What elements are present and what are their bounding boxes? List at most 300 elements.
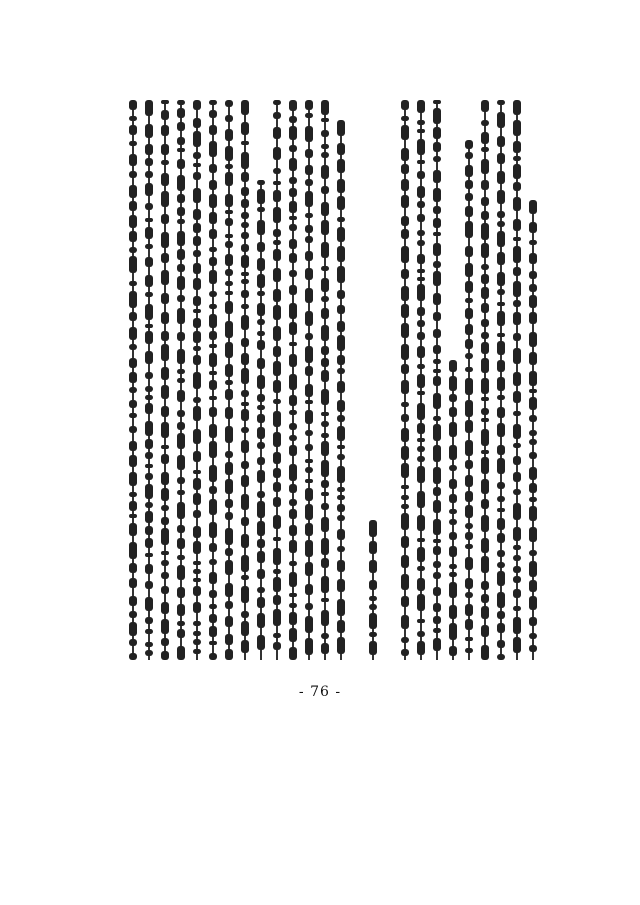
word-mark bbox=[177, 490, 185, 495]
word-mark bbox=[129, 312, 137, 321]
word-mark bbox=[129, 622, 137, 636]
word-mark bbox=[209, 110, 217, 118]
word-mark bbox=[417, 120, 425, 125]
word-mark bbox=[417, 641, 425, 655]
word-mark bbox=[145, 526, 153, 535]
word-mark bbox=[177, 308, 185, 324]
word-mark bbox=[497, 640, 505, 648]
word-mark bbox=[321, 202, 329, 216]
word-mark bbox=[193, 470, 201, 474]
word-mark bbox=[273, 326, 281, 341]
word-mark bbox=[449, 532, 457, 540]
word-mark bbox=[177, 332, 185, 341]
word-mark bbox=[433, 539, 441, 543]
word-mark bbox=[241, 621, 249, 636]
word-mark bbox=[305, 444, 313, 451]
word-mark bbox=[465, 152, 473, 159]
word-mark bbox=[497, 611, 505, 619]
word-mark bbox=[401, 380, 409, 394]
word-mark bbox=[273, 181, 281, 185]
word-mark bbox=[305, 488, 313, 501]
word-mark bbox=[257, 613, 265, 628]
word-mark bbox=[273, 249, 281, 261]
word-mark bbox=[225, 451, 233, 458]
word-mark bbox=[497, 518, 505, 530]
word-mark bbox=[449, 646, 457, 656]
word-mark bbox=[193, 649, 201, 654]
word-mark bbox=[289, 116, 297, 123]
word-mark bbox=[289, 216, 297, 220]
word-mark bbox=[289, 354, 297, 367]
word-mark bbox=[241, 640, 249, 653]
word-mark bbox=[337, 305, 345, 314]
word-mark bbox=[417, 491, 425, 508]
page-number: - 76 - bbox=[298, 684, 342, 700]
word-mark bbox=[177, 349, 185, 364]
word-mark bbox=[241, 290, 249, 298]
word-mark bbox=[177, 422, 185, 430]
word-mark bbox=[337, 560, 345, 572]
word-mark bbox=[161, 270, 169, 285]
word-mark bbox=[433, 424, 441, 441]
word-mark bbox=[161, 100, 169, 104]
word-mark bbox=[257, 303, 265, 316]
word-mark bbox=[177, 295, 185, 302]
word-mark bbox=[529, 397, 537, 410]
word-mark bbox=[481, 197, 489, 206]
word-mark bbox=[305, 479, 313, 483]
word-mark bbox=[129, 201, 137, 211]
word-mark bbox=[289, 395, 297, 406]
word-mark bbox=[209, 614, 217, 623]
word-mark bbox=[129, 413, 137, 418]
word-mark bbox=[305, 584, 313, 595]
word-mark bbox=[433, 572, 441, 579]
word-mark bbox=[209, 604, 217, 609]
word-mark bbox=[209, 499, 217, 515]
word-mark bbox=[177, 455, 185, 470]
word-mark bbox=[305, 213, 313, 218]
word-mark bbox=[225, 601, 233, 609]
word-mark bbox=[401, 402, 409, 407]
word-mark bbox=[241, 315, 249, 330]
word-mark bbox=[289, 435, 297, 441]
word-mark bbox=[321, 480, 329, 488]
word-mark bbox=[257, 220, 265, 235]
word-mark bbox=[497, 562, 505, 568]
word-mark bbox=[289, 342, 297, 346]
word-mark bbox=[129, 281, 137, 286]
word-mark bbox=[401, 555, 409, 568]
word-mark bbox=[401, 116, 409, 121]
word-mark bbox=[449, 494, 457, 503]
word-mark bbox=[225, 389, 233, 400]
word-mark bbox=[401, 495, 409, 500]
word-mark bbox=[145, 502, 153, 508]
word-mark bbox=[225, 218, 233, 226]
word-mark bbox=[273, 642, 281, 650]
word-mark bbox=[257, 597, 265, 608]
word-mark bbox=[289, 509, 297, 519]
word-mark bbox=[177, 148, 185, 152]
word-mark bbox=[145, 171, 153, 178]
text-column bbox=[144, 100, 154, 660]
word-mark bbox=[145, 324, 153, 328]
word-mark bbox=[513, 566, 521, 573]
word-mark bbox=[193, 355, 201, 365]
text-column bbox=[224, 100, 234, 660]
word-mark bbox=[497, 302, 505, 306]
word-mark bbox=[161, 344, 169, 361]
word-mark bbox=[513, 589, 521, 598]
word-mark bbox=[129, 231, 137, 242]
word-mark bbox=[433, 616, 441, 624]
word-mark bbox=[209, 371, 217, 375]
word-mark bbox=[209, 572, 217, 584]
word-mark bbox=[273, 569, 281, 574]
word-mark bbox=[193, 131, 201, 147]
word-mark bbox=[321, 100, 329, 115]
word-mark bbox=[337, 159, 345, 173]
word-mark bbox=[241, 402, 249, 406]
word-mark bbox=[193, 621, 201, 626]
word-mark bbox=[289, 126, 297, 140]
word-mark bbox=[129, 611, 137, 618]
word-mark bbox=[241, 368, 249, 384]
text-column bbox=[240, 100, 250, 660]
word-mark bbox=[529, 596, 537, 610]
word-mark bbox=[417, 284, 425, 301]
word-mark bbox=[177, 369, 185, 374]
word-mark bbox=[417, 594, 425, 611]
word-mark bbox=[337, 415, 345, 422]
word-mark bbox=[497, 171, 505, 184]
word-mark bbox=[513, 197, 521, 211]
word-mark bbox=[513, 424, 521, 439]
word-mark bbox=[497, 445, 505, 455]
word-mark bbox=[193, 561, 201, 565]
word-mark bbox=[481, 274, 489, 284]
word-mark bbox=[305, 459, 313, 463]
word-mark bbox=[417, 254, 425, 264]
word-mark bbox=[161, 125, 169, 136]
word-mark bbox=[177, 502, 185, 519]
word-mark bbox=[177, 264, 185, 272]
word-mark bbox=[273, 289, 281, 302]
word-mark bbox=[417, 277, 425, 281]
word-mark bbox=[481, 479, 489, 494]
word-mark bbox=[209, 194, 217, 208]
word-mark bbox=[129, 291, 137, 308]
word-mark bbox=[305, 268, 313, 280]
word-mark bbox=[529, 312, 537, 324]
word-mark bbox=[513, 333, 521, 341]
word-mark bbox=[401, 504, 409, 509]
word-mark bbox=[241, 353, 249, 365]
word-mark bbox=[193, 478, 201, 490]
word-mark bbox=[257, 414, 265, 423]
word-mark bbox=[289, 322, 297, 335]
word-mark bbox=[241, 222, 249, 228]
word-mark bbox=[417, 240, 425, 246]
word-mark bbox=[145, 564, 153, 574]
word-mark bbox=[273, 305, 281, 320]
word-mark bbox=[513, 391, 521, 403]
word-mark bbox=[129, 387, 137, 393]
word-mark bbox=[241, 232, 249, 239]
word-mark bbox=[193, 100, 201, 110]
word-mark bbox=[289, 239, 297, 249]
word-mark bbox=[321, 558, 329, 568]
word-mark bbox=[257, 569, 265, 579]
word-mark bbox=[417, 139, 425, 155]
word-mark bbox=[273, 609, 281, 626]
word-mark bbox=[257, 340, 265, 350]
word-mark bbox=[289, 561, 297, 566]
word-mark bbox=[225, 548, 233, 556]
word-mark bbox=[209, 141, 217, 157]
word-mark bbox=[305, 346, 313, 363]
word-mark bbox=[481, 332, 489, 339]
word-mark bbox=[209, 229, 217, 239]
word-mark bbox=[289, 647, 297, 660]
word-mark bbox=[401, 164, 409, 174]
word-mark bbox=[337, 335, 345, 351]
word-mark bbox=[401, 229, 409, 239]
word-mark bbox=[321, 643, 329, 654]
word-mark bbox=[241, 279, 249, 284]
word-mark bbox=[145, 553, 153, 557]
word-mark bbox=[449, 445, 457, 460]
word-mark bbox=[433, 329, 441, 338]
word-mark bbox=[273, 482, 281, 492]
word-mark bbox=[401, 615, 409, 629]
word-mark bbox=[433, 393, 441, 409]
word-mark bbox=[257, 635, 265, 650]
word-mark bbox=[417, 631, 425, 637]
word-mark bbox=[321, 389, 329, 405]
word-mark bbox=[305, 400, 313, 404]
word-mark bbox=[257, 331, 265, 336]
word-mark bbox=[257, 405, 265, 410]
word-mark bbox=[337, 454, 345, 460]
word-mark bbox=[449, 360, 457, 372]
word-mark bbox=[177, 621, 185, 626]
word-mark bbox=[337, 227, 345, 242]
word-mark bbox=[145, 218, 153, 222]
word-mark bbox=[465, 637, 473, 641]
word-mark bbox=[161, 528, 169, 545]
word-mark bbox=[529, 371, 537, 386]
word-mark bbox=[513, 545, 521, 550]
word-mark bbox=[193, 236, 201, 246]
word-mark bbox=[145, 511, 153, 523]
word-mark bbox=[433, 546, 441, 555]
word-mark bbox=[497, 377, 505, 391]
word-mark bbox=[497, 458, 505, 474]
word-mark bbox=[289, 100, 297, 111]
word-mark bbox=[481, 264, 489, 270]
word-mark bbox=[337, 246, 345, 262]
word-mark bbox=[497, 423, 505, 437]
word-mark bbox=[145, 452, 153, 459]
mongolian-text-block bbox=[120, 100, 540, 660]
word-mark bbox=[289, 145, 297, 152]
word-mark bbox=[417, 456, 425, 462]
word-mark bbox=[433, 243, 441, 256]
word-mark bbox=[433, 467, 441, 484]
word-mark bbox=[337, 620, 345, 633]
word-mark bbox=[321, 576, 329, 593]
word-mark bbox=[209, 407, 217, 417]
word-mark bbox=[513, 443, 521, 448]
word-mark bbox=[401, 414, 409, 422]
word-mark bbox=[209, 270, 217, 284]
word-mark bbox=[481, 132, 489, 144]
word-mark bbox=[161, 602, 169, 614]
word-mark bbox=[273, 112, 281, 119]
word-mark bbox=[209, 465, 217, 482]
word-mark bbox=[369, 641, 377, 655]
word-mark bbox=[529, 332, 537, 347]
word-mark bbox=[225, 164, 233, 169]
word-mark bbox=[225, 254, 233, 266]
word-mark bbox=[513, 300, 521, 307]
word-mark bbox=[257, 551, 265, 563]
word-mark bbox=[481, 418, 489, 422]
word-mark bbox=[481, 319, 489, 327]
word-mark bbox=[497, 311, 505, 326]
word-mark bbox=[433, 218, 441, 228]
word-mark bbox=[193, 397, 201, 403]
word-mark bbox=[145, 403, 153, 414]
word-mark bbox=[273, 127, 281, 139]
word-mark bbox=[321, 325, 329, 341]
word-mark bbox=[161, 110, 169, 120]
word-mark bbox=[225, 462, 233, 475]
word-mark bbox=[177, 219, 185, 224]
word-mark bbox=[145, 158, 153, 166]
text-column bbox=[256, 100, 266, 660]
word-mark bbox=[497, 190, 505, 204]
word-mark bbox=[241, 461, 249, 469]
word-mark bbox=[321, 186, 329, 194]
word-mark bbox=[321, 165, 329, 179]
word-mark bbox=[497, 100, 505, 105]
word-mark bbox=[465, 308, 473, 319]
word-mark bbox=[209, 590, 217, 598]
word-mark bbox=[449, 479, 457, 489]
word-mark bbox=[529, 284, 537, 292]
word-mark bbox=[481, 594, 489, 603]
word-mark bbox=[337, 368, 345, 374]
word-mark bbox=[273, 268, 281, 282]
word-mark bbox=[209, 641, 217, 645]
word-mark bbox=[145, 386, 153, 392]
word-mark bbox=[337, 143, 345, 155]
word-mark bbox=[273, 577, 281, 592]
word-mark bbox=[241, 409, 249, 421]
word-mark bbox=[145, 227, 153, 239]
word-mark bbox=[449, 509, 457, 514]
word-mark bbox=[529, 550, 537, 556]
word-mark bbox=[449, 422, 457, 437]
word-mark bbox=[497, 153, 505, 164]
word-mark bbox=[257, 242, 265, 252]
word-mark bbox=[225, 281, 233, 286]
word-mark bbox=[481, 100, 489, 112]
word-mark bbox=[161, 560, 169, 566]
word-mark bbox=[209, 257, 217, 266]
word-mark bbox=[417, 403, 425, 420]
word-mark bbox=[177, 159, 185, 169]
word-mark bbox=[321, 370, 329, 382]
word-mark bbox=[321, 220, 329, 235]
word-mark bbox=[337, 445, 345, 449]
word-mark bbox=[225, 234, 233, 238]
word-mark bbox=[241, 141, 249, 145]
word-mark bbox=[513, 527, 521, 541]
word-mark bbox=[481, 645, 489, 660]
word-mark bbox=[161, 445, 169, 449]
word-mark bbox=[497, 289, 505, 295]
word-mark bbox=[161, 331, 169, 341]
word-mark bbox=[129, 141, 137, 146]
word-mark bbox=[273, 432, 281, 447]
word-mark bbox=[401, 344, 409, 360]
word-mark bbox=[145, 351, 153, 364]
word-mark bbox=[305, 410, 313, 424]
word-mark bbox=[289, 188, 297, 197]
word-mark bbox=[513, 141, 521, 153]
word-mark bbox=[417, 538, 425, 542]
word-mark bbox=[289, 603, 297, 608]
word-mark bbox=[449, 605, 457, 619]
word-mark bbox=[145, 464, 153, 468]
word-mark bbox=[529, 240, 537, 245]
word-mark bbox=[481, 243, 489, 258]
word-mark bbox=[433, 561, 441, 568]
word-mark bbox=[145, 642, 153, 647]
word-mark bbox=[225, 560, 233, 575]
word-mark bbox=[481, 397, 489, 401]
word-mark bbox=[289, 484, 297, 493]
word-mark bbox=[401, 649, 409, 656]
word-mark bbox=[209, 522, 217, 538]
word-mark bbox=[497, 231, 505, 247]
word-mark bbox=[465, 339, 473, 349]
word-mark bbox=[193, 296, 201, 306]
word-mark bbox=[289, 525, 297, 536]
word-mark bbox=[417, 578, 425, 591]
word-mark bbox=[401, 216, 409, 226]
word-mark bbox=[177, 565, 185, 580]
word-mark bbox=[529, 430, 537, 436]
word-mark bbox=[161, 572, 169, 579]
word-mark bbox=[289, 201, 297, 213]
word-mark bbox=[161, 160, 169, 165]
word-mark bbox=[225, 241, 233, 248]
word-mark bbox=[433, 271, 441, 286]
word-mark bbox=[481, 457, 489, 474]
word-mark bbox=[417, 269, 425, 273]
word-mark bbox=[225, 634, 233, 645]
text-column bbox=[160, 100, 170, 660]
word-mark bbox=[305, 100, 313, 110]
word-mark bbox=[481, 287, 489, 299]
word-mark bbox=[193, 278, 201, 290]
word-mark bbox=[401, 304, 409, 318]
